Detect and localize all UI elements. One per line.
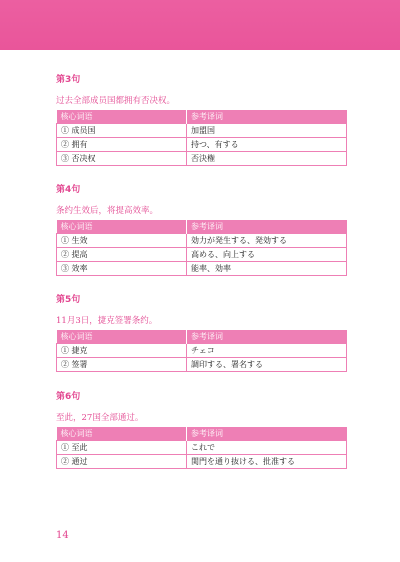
table-row (57, 455, 347, 469)
table-header-row (57, 330, 347, 344)
table-row (57, 234, 347, 248)
table-header-row (57, 110, 347, 124)
top-color-band (0, 0, 400, 50)
table-row (57, 358, 347, 372)
reference-word: 加盟国 (187, 124, 347, 138)
example-sentence: 11月3日，捷克签署条约。 (56, 316, 158, 326)
table-header-row (57, 427, 347, 441)
reference-word: 否決権 (187, 152, 347, 166)
header-reference: 参考译词 (187, 220, 347, 234)
table-row (57, 124, 347, 138)
section-3 (56, 74, 346, 166)
core-word: ① 至此 (57, 441, 187, 455)
core-word: ① 生效 (57, 234, 187, 248)
table-row (57, 262, 347, 276)
section-5 (56, 294, 346, 372)
table-row (57, 344, 347, 358)
core-word: ② 通过 (57, 455, 187, 469)
example-sentence: 条约生效后，将提高效率。 (56, 206, 159, 216)
core-word: ① 捷克 (57, 344, 187, 358)
table-row (57, 152, 347, 166)
section-4 (56, 184, 346, 276)
reference-word: 効力が発生する、発効する (187, 234, 347, 248)
header-core-words: 核心词语 (57, 110, 187, 124)
example-sentence: 过去全部成员国都拥有否决权。 (56, 96, 176, 106)
reference-word: 持つ、有する (187, 138, 347, 152)
core-word: ② 提高 (57, 248, 187, 262)
header-reference: 参考译词 (187, 330, 347, 344)
vocab-table (56, 427, 347, 469)
reference-word: これで (187, 441, 347, 455)
core-word: ② 签署 (57, 358, 187, 372)
reference-word: 能率、効率 (187, 262, 347, 276)
table-header-row (57, 220, 347, 234)
vocab-table (56, 110, 347, 166)
header-core-words: 核心词语 (57, 427, 187, 441)
header-core-words: 核心词语 (57, 220, 187, 234)
section-6 (56, 391, 346, 469)
table-row (57, 441, 347, 455)
core-word: ③ 效率 (57, 262, 187, 276)
header-reference: 参考译词 (187, 110, 347, 124)
reference-word: 調印する、署名する (187, 358, 347, 372)
example-sentence: 至此，27国全部通过。 (56, 413, 144, 423)
section-title: 第6句 (56, 392, 81, 402)
section-title: 第5句 (56, 295, 81, 305)
table-row (57, 138, 347, 152)
core-word: ① 成员国 (57, 124, 187, 138)
vocab-table (56, 220, 347, 276)
page-number: 14 (56, 530, 69, 541)
section-title: 第3句 (56, 75, 81, 85)
vocab-table (56, 330, 347, 372)
core-word: ③ 否决权 (57, 152, 187, 166)
reference-word: チェコ (187, 344, 347, 358)
section-title: 第4句 (56, 185, 81, 195)
table-row (57, 248, 347, 262)
reference-word: 高める、向上する (187, 248, 347, 262)
header-core-words: 核心词语 (57, 330, 187, 344)
reference-word: 関門を通り抜ける、批准する (187, 455, 347, 469)
header-reference: 参考译词 (187, 427, 347, 441)
core-word: ② 拥有 (57, 138, 187, 152)
